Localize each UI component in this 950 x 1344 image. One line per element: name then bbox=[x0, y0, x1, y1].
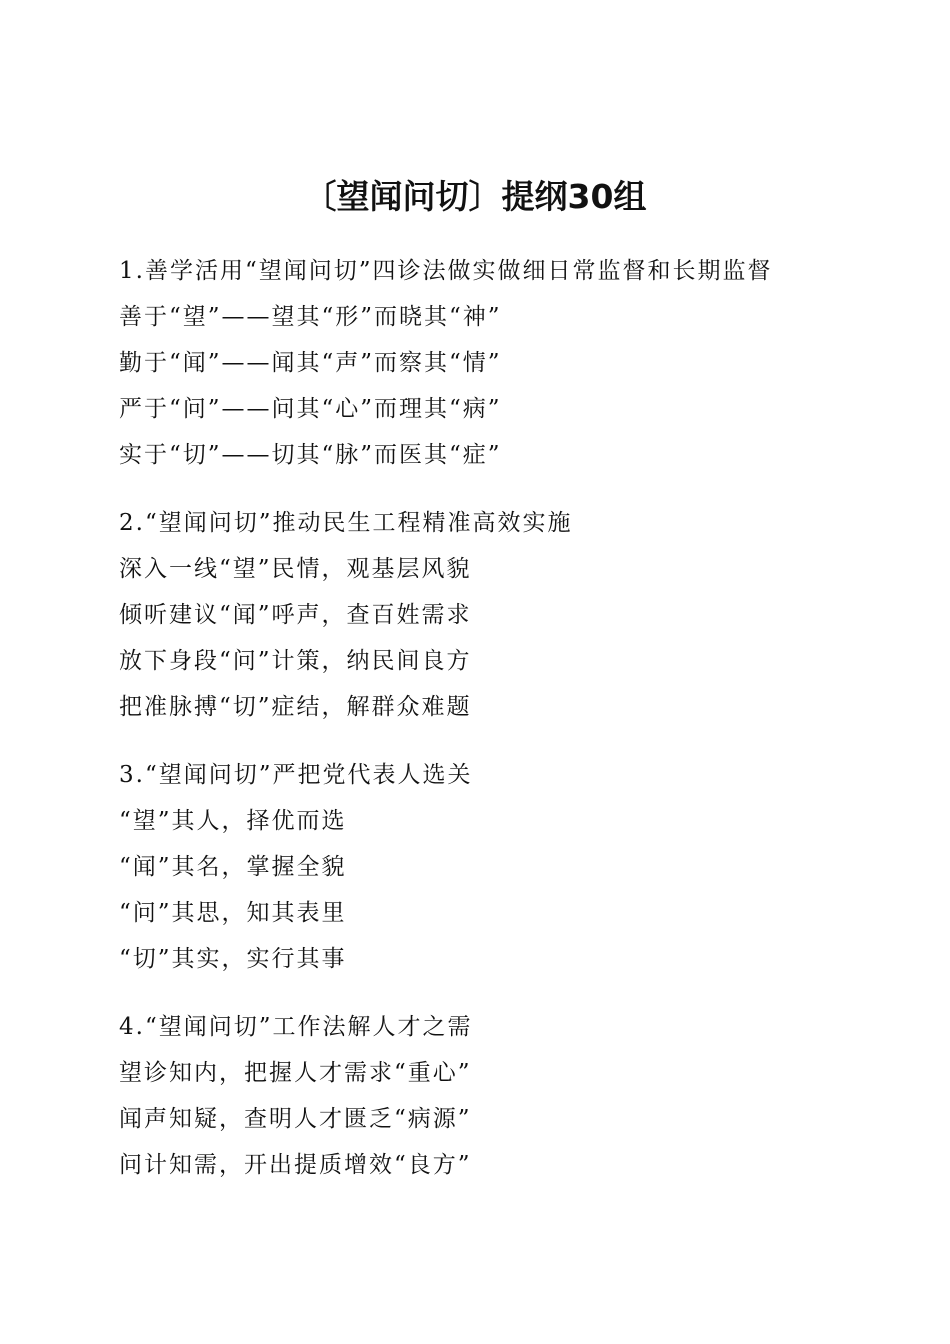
document-body bbox=[119, 248, 839, 1210]
section-heading: 2.“望闻问切”推动民生工程精准高效实施 bbox=[119, 510, 573, 536]
section-line: 倾听建议“闻”呼声，查百姓需求 bbox=[119, 602, 472, 628]
section-line: 实于“切”——切其“脉”而医其“症” bbox=[119, 442, 502, 468]
section-heading: 1.善学活用“望闻问切”四诊法做实做细日常监督和长期监督 bbox=[119, 258, 773, 284]
section-line: 问计知需，开出提质增效“良方” bbox=[119, 1152, 472, 1178]
section-line: 望诊知内，把握人才需求“重心” bbox=[119, 1060, 472, 1086]
section-line: 善于“望”——望其“形”而晓其“神” bbox=[119, 304, 502, 330]
section-line: 深入一线“望”民情，观基层风貌 bbox=[119, 556, 472, 582]
section-line: “问”其思，知其表里 bbox=[119, 900, 347, 926]
section-line: 勤于“闻”——闻其“声”而察其“情” bbox=[119, 350, 502, 376]
document-title: 〔望闻问切〕提纲30组 bbox=[303, 177, 647, 216]
section-1 bbox=[119, 248, 839, 478]
section-heading: 4.“望闻问切”工作法解人才之需 bbox=[119, 1014, 473, 1040]
section-line: “望”其人，择优而选 bbox=[119, 808, 347, 834]
section-line: 放下身段“问”计策，纳民间良方 bbox=[119, 648, 472, 674]
section-heading: 3.“望闻问切”严把党代表人选关 bbox=[119, 762, 473, 788]
section-2 bbox=[119, 500, 839, 730]
section-line: 把准脉搏“切”症结，解群众难题 bbox=[119, 694, 472, 720]
section-line: 闻声知疑，查明人才匮乏“病源” bbox=[119, 1106, 472, 1132]
section-line: 严于“问”——问其“心”而理其“病” bbox=[119, 396, 502, 422]
section-line: “切”其实，实行其事 bbox=[119, 946, 347, 972]
section-line: “闻”其名，掌握全貌 bbox=[119, 854, 347, 880]
section-3 bbox=[119, 752, 839, 982]
section-4 bbox=[119, 1004, 839, 1188]
